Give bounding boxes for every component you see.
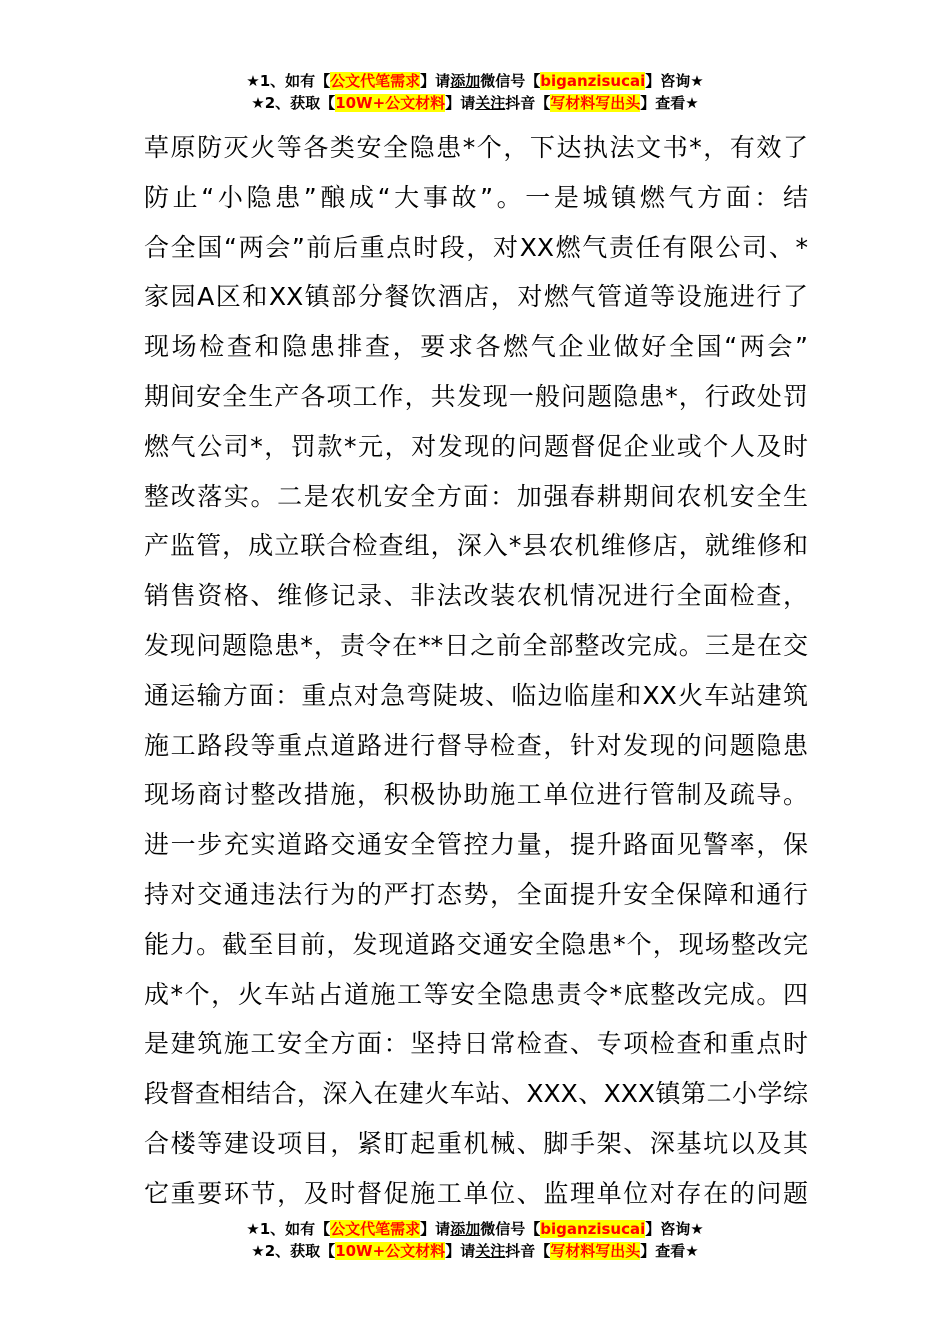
- body-line: 销售资格、维修记录、非法改装农机情况进行全面检查，: [144, 581, 808, 611]
- banner-line-2-mid2: 抖音【: [505, 1242, 551, 1260]
- banner-line-2-highlight-douyin: 写材料写出头: [550, 1242, 641, 1260]
- banner-line-1-underlined: 添加: [450, 72, 481, 90]
- banner-line-2-prefix: ★2、获取【: [251, 1242, 336, 1260]
- banner-line-1-highlight-wechat: biganzisucai: [540, 1220, 646, 1238]
- body-line: 通运输方面：重点对急弯陡坡、临边临崖和XX火车站建筑: [144, 680, 808, 710]
- body-line: 现场商讨整改措施，积极协助施工单位进行管制及疏导。: [144, 780, 808, 810]
- body-line: 整改落实。二是农机安全方面：加强春耕期间农机安全生: [144, 481, 808, 511]
- banner-line-1-highlight-service: 公文代笔需求: [330, 72, 421, 90]
- banner-line-2-underlined: 关注: [475, 1242, 506, 1260]
- header-banner: [0, 70, 950, 114]
- body-line: 段督查相结合，深入在建火车站、XXX、XXX镇第二小学综: [144, 1079, 808, 1109]
- body-line: 施工路段等重点道路进行督导检查，针对发现的问题隐患: [144, 730, 808, 760]
- body-line: 草原防灭火等各类安全隐患*个，下达执法文书*，有效了: [144, 133, 808, 162]
- body-line: 防止“小隐患”酿成“大事故”。一是城镇燃气方面：结: [144, 182, 808, 212]
- document-body: [144, 123, 808, 1219]
- banner-line-1: [0, 70, 950, 92]
- footer-banner: [0, 1218, 950, 1262]
- body-line: 燃气公司*，罚款*元，对发现的问题督促企业或个人及时: [144, 431, 808, 461]
- body-line: 家园A区和XX镇部分餐饮酒店，对燃气管道等设施进行了: [144, 282, 808, 312]
- banner-line-1-mid: 】请: [420, 72, 451, 90]
- banner-line-1-suffix: 】咨询★: [645, 72, 704, 90]
- banner-line-2-underlined: 关注: [475, 94, 506, 112]
- body-line: 它重要环节，及时督促施工单位、监理单位对存在的问题: [144, 1178, 808, 1208]
- banner-line-1-prefix: ★1、如有【: [246, 1220, 331, 1238]
- banner-line-2-highlight-materials: 10W+公文材料: [335, 1242, 446, 1260]
- banner-line-2: [0, 92, 950, 114]
- body-line: 合全国“两会”前后重点时段，对XX燃气责任有限公司、*: [144, 232, 808, 262]
- banner-line-1-underlined: 添加: [450, 1220, 481, 1238]
- body-line: 现场检查和隐患排查，要求各燃气企业做好全国“两会”: [144, 332, 808, 362]
- banner-line-1-prefix: ★1、如有【: [246, 72, 331, 90]
- banner-line-2-suffix: 】查看★: [640, 94, 699, 112]
- banner-line-1-suffix: 】咨询★: [645, 1220, 704, 1238]
- banner-line-1-mid: 】请: [420, 1220, 451, 1238]
- banner-line-2-mid2: 抖音【: [505, 94, 551, 112]
- banner-line-2: [0, 1240, 950, 1262]
- body-line: 持对交通违法行为的严打态势，全面提升安全保障和通行: [144, 879, 808, 909]
- body-line: 合楼等建设项目，紧盯起重机械、脚手架、深基坑以及其: [144, 1128, 808, 1158]
- banner-line-1-mid2: 微信号【: [480, 72, 541, 90]
- banner-line-1-highlight-service: 公文代笔需求: [330, 1220, 421, 1238]
- body-line: 发现问题隐患*，责令在**日之前全部整改完成。三是在交: [144, 630, 808, 660]
- body-line: 是建筑施工安全方面：坚持日常检查、专项检查和重点时: [144, 1029, 808, 1059]
- banner-line-1-mid2: 微信号【: [480, 1220, 541, 1238]
- body-line: 产监管，成立联合检查组，深入*县农机维修店，就维修和: [144, 531, 808, 561]
- banner-line-2-highlight-materials: 10W+公文材料: [335, 94, 446, 112]
- body-line: 期间安全生产各项工作，共发现一般问题隐患*，行政处罚: [144, 381, 808, 411]
- banner-line-2-suffix: 】查看★: [640, 1242, 699, 1260]
- banner-line-2-mid: 】请: [445, 94, 476, 112]
- banner-line-2-highlight-douyin: 写材料写出头: [550, 94, 641, 112]
- banner-line-2-prefix: ★2、获取【: [251, 94, 336, 112]
- body-line: 能力。截至目前，发现道路交通安全隐患*个，现场整改完: [144, 929, 808, 959]
- banner-line-1: [0, 1218, 950, 1240]
- body-line: 进一步充实道路交通安全管控力量，提升路面见警率，保: [144, 830, 808, 860]
- body-line: 成*个，火车站占道施工等安全隐患责令*底整改完成。四: [144, 979, 808, 1009]
- banner-line-1-highlight-wechat: biganzisucai: [540, 72, 646, 90]
- banner-line-2-mid: 】请: [445, 1242, 476, 1260]
